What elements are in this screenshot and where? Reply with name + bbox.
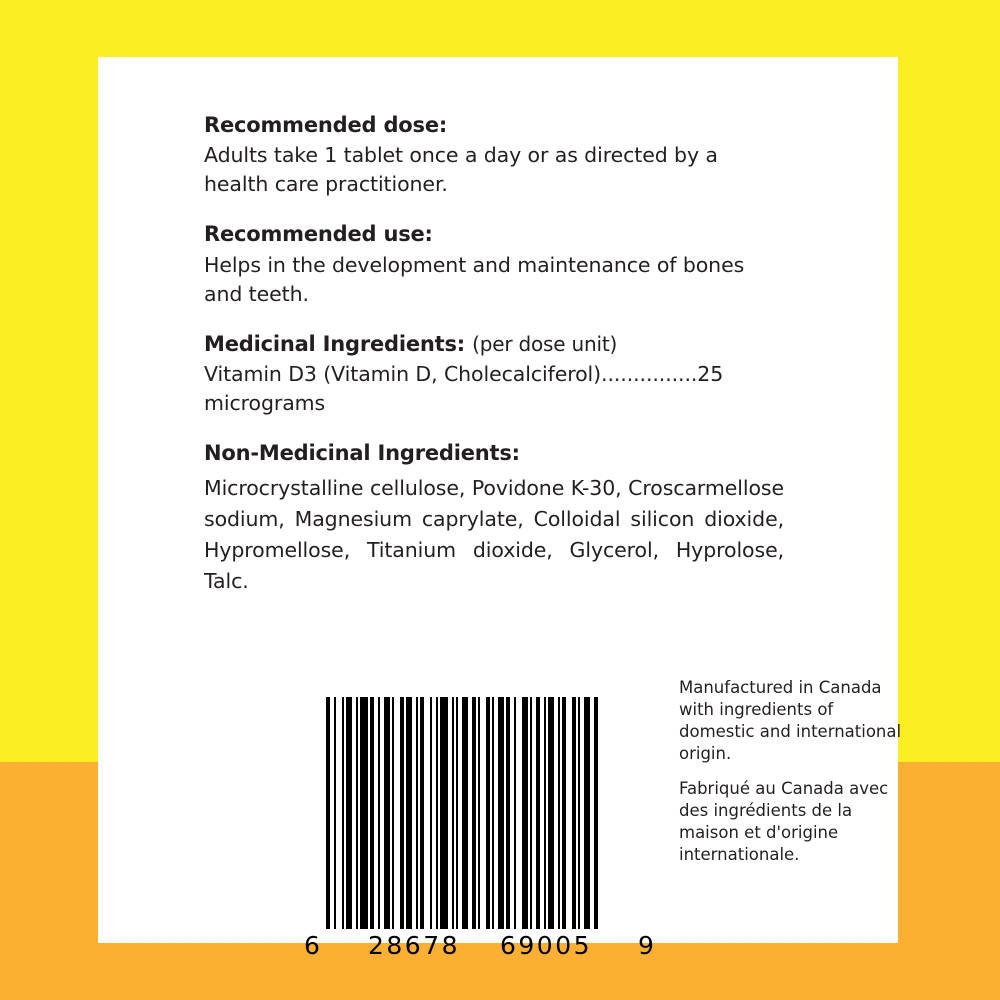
manufactured-text-french: Fabriqué au Canada avec des ingrédients de la maison et d'origine internationale. — [679, 778, 889, 864]
section-body: Adults take 1 tablet once a day or as directed by a health care practitioner. — [204, 143, 718, 197]
section-recommended-use — [204, 221, 804, 308]
section-heading-text: Medicinal Ingredients: — [204, 331, 466, 356]
section-heading-note: (per dose unit) — [472, 331, 618, 356]
barcode-digits — [304, 931, 656, 960]
label-content — [204, 112, 804, 619]
section-recommended-dose — [204, 112, 804, 199]
section-body: Vitamin D3 (Vitamin D, Cholecalciferol)...............25 micrograms — [204, 362, 724, 416]
barcode — [304, 697, 656, 960]
barcode-digit-right: 9 — [638, 931, 654, 960]
section-heading — [204, 331, 804, 357]
section-heading: Recommended dose: — [204, 113, 448, 137]
label-panel — [98, 57, 902, 960]
section-body: Microcrystalline cellulose, Povidone K-30, Croscarmellose sodium, Magnesium caprylate, Colloidal silicon dioxide, Hypromellose, Titanium dioxide, Glycerol, Hyprolose, Talc. — [204, 475, 784, 594]
manufactured-text-english: Manufactured in Canada with ingredients of domestic and international origin. — [679, 678, 902, 763]
barcode-digit-left: 6 — [304, 931, 320, 960]
barcode-digit-group-2: 69005 — [500, 931, 593, 960]
section-heading: Recommended use: — [204, 222, 433, 247]
barcode-bars — [326, 697, 656, 929]
barcode-digit-group-1: 28678 — [368, 931, 461, 960]
section-medicinal-ingredients — [204, 331, 804, 418]
manufactured-notice — [679, 677, 909, 866]
section-body: Helps in the development and maintenance of bones and teeth. — [204, 252, 745, 306]
section-heading: Non-Medicinal Ingredients: — [204, 441, 520, 466]
section-non-medicinal-ingredients — [204, 440, 804, 597]
